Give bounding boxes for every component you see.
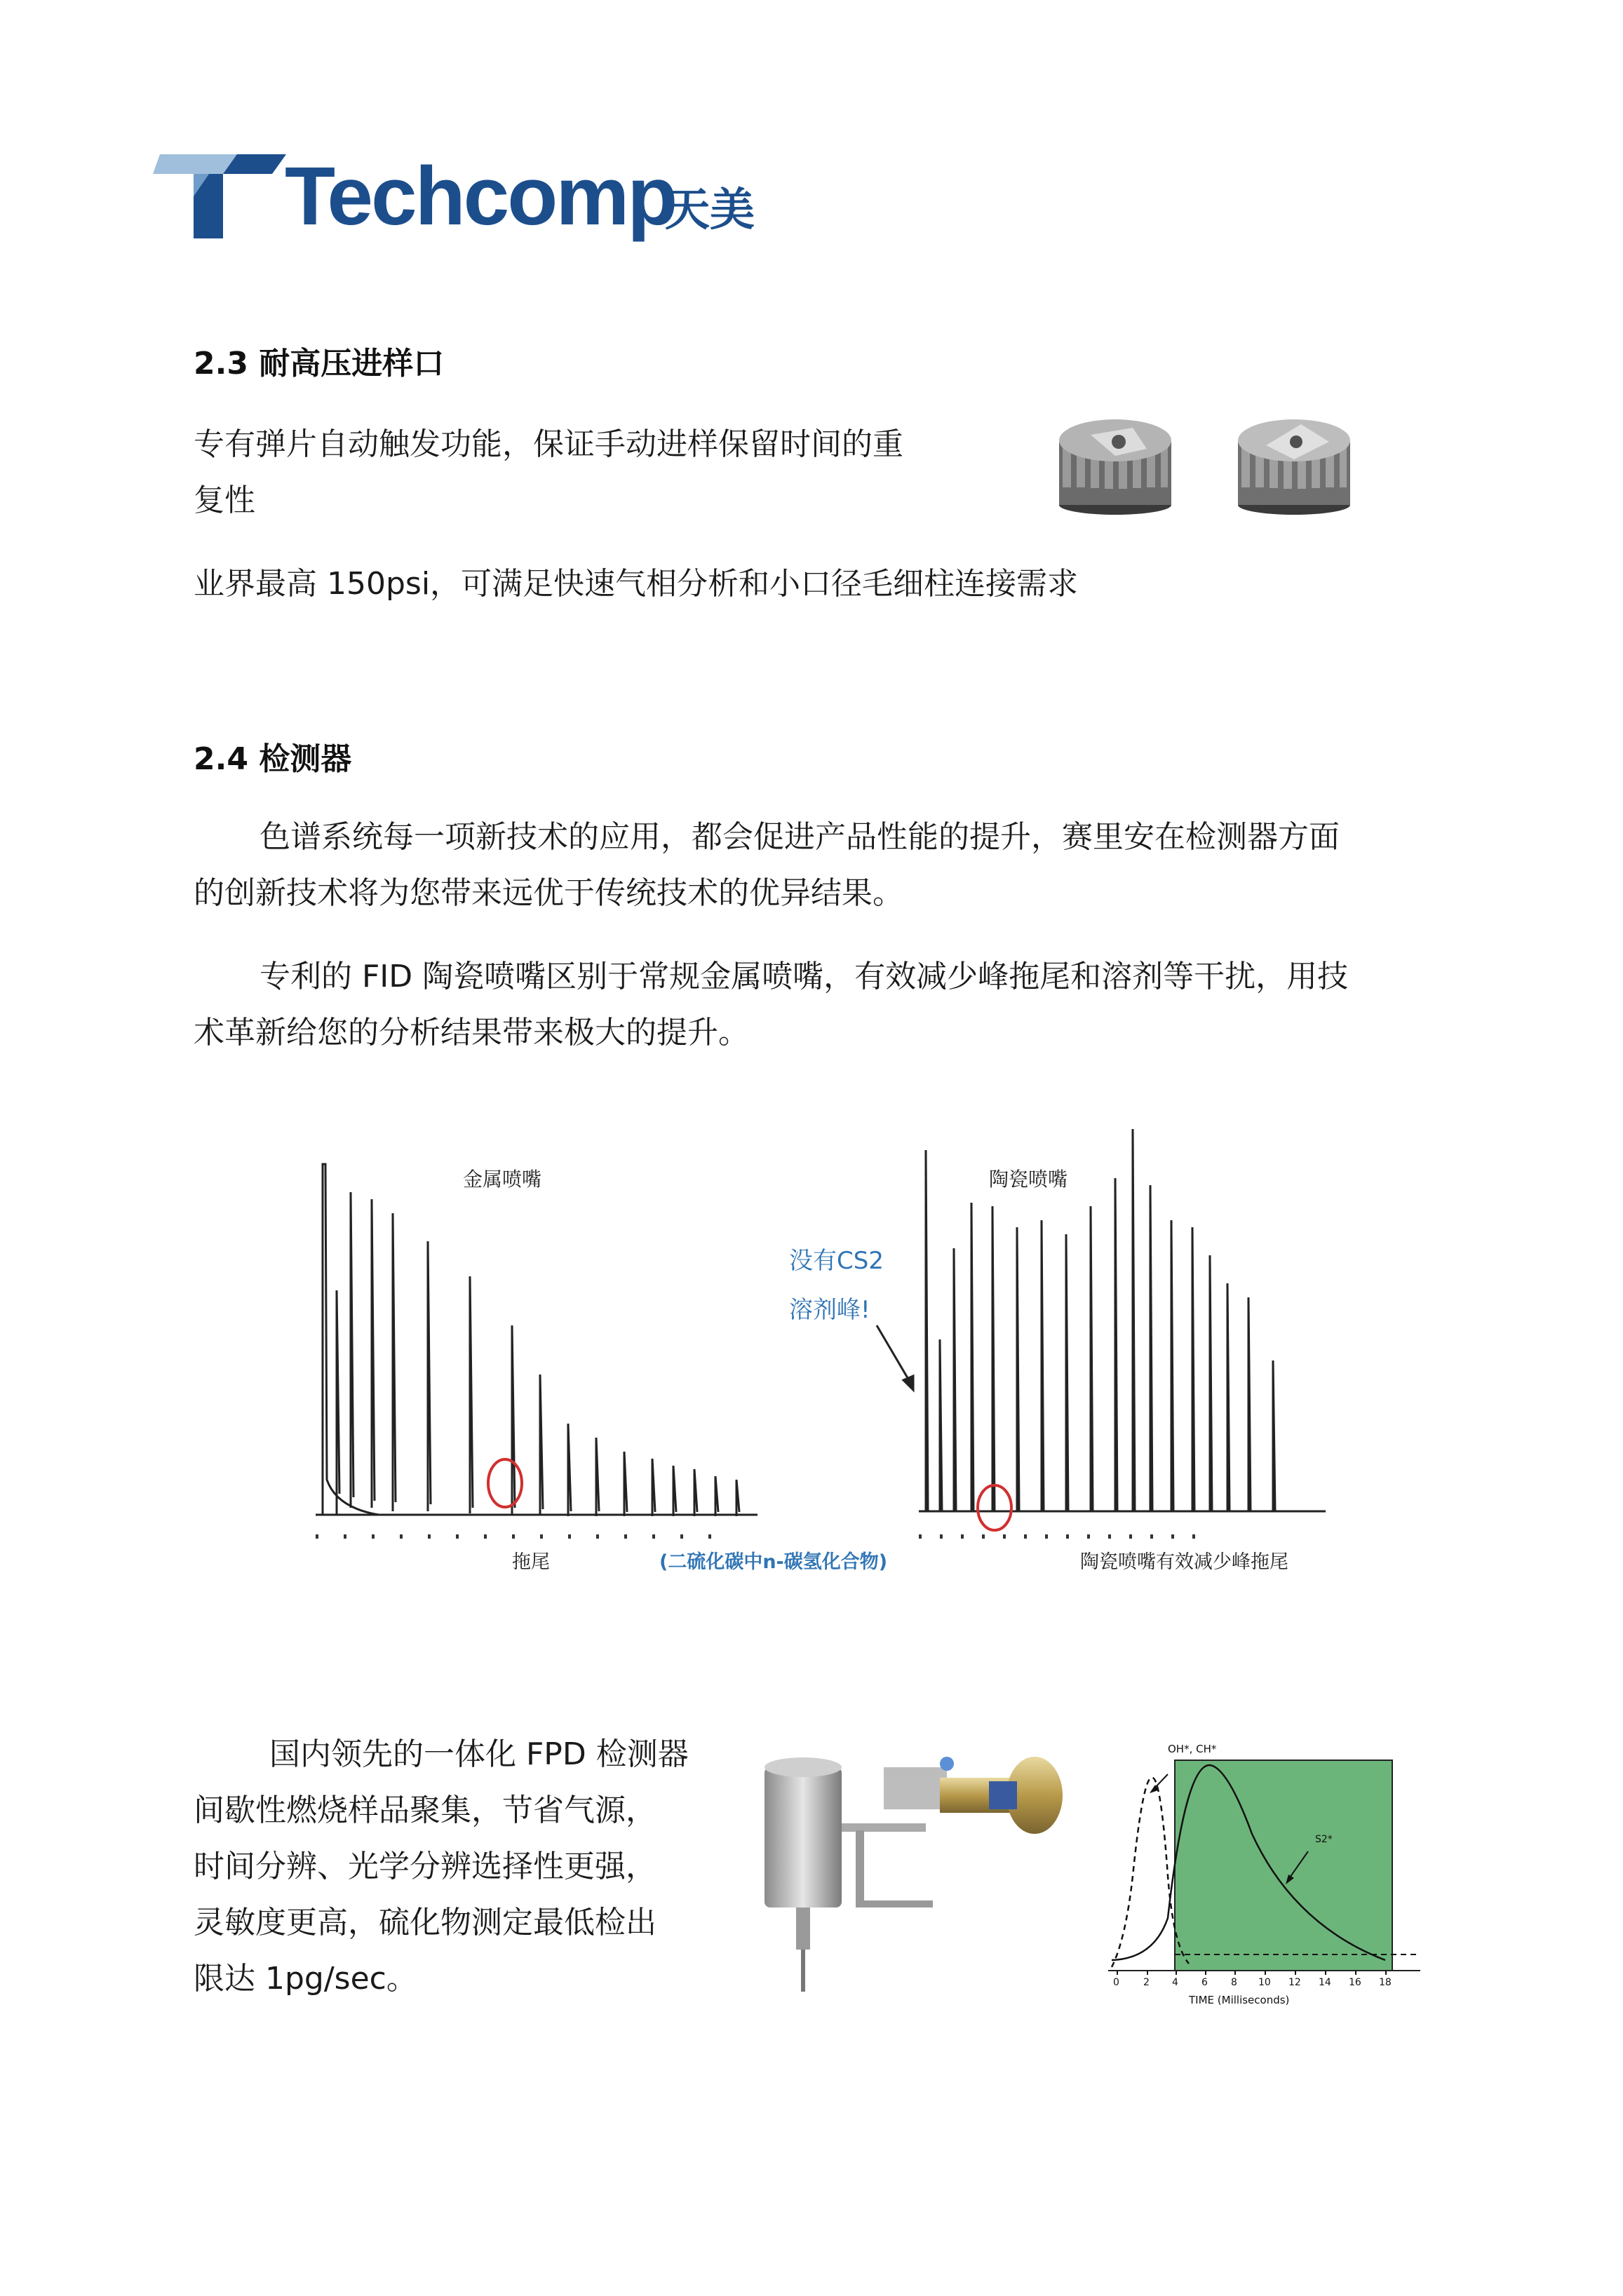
- section-2-4-para2-line1: 专利的 FID 陶瓷喷嘴区别于常规金属喷嘴，有效减少峰拖尾和溶剂等干扰，用技: [260, 959, 1349, 994]
- section-2-3-heading: 2.3 耐高压进样口: [194, 346, 445, 381]
- tick-14: 14: [1319, 1977, 1331, 1988]
- callout-line2: 溶剂峰!: [789, 1296, 870, 1324]
- section-2-4-para2-line2: 术革新给您的分析结果带来极大的提升。: [194, 1015, 749, 1051]
- section-2-4-para1-line2: 的创新技术将为您带来远优于传统技术的优异结果。: [194, 875, 903, 911]
- techcomp-logo: [153, 147, 784, 245]
- logo-wordmark: Techcomp: [285, 150, 676, 243]
- injector-photo-left: [1049, 400, 1182, 519]
- fpd-label-oh: OH*, CH*: [1168, 1743, 1217, 1755]
- injector-photo-right: [1227, 400, 1361, 519]
- right-caption: 陶瓷喷嘴有效减少峰拖尾: [1080, 1551, 1288, 1573]
- right-chart-title: 陶瓷喷嘴: [989, 1168, 1068, 1191]
- fid-comparison-figure: [295, 1115, 1347, 1592]
- tailing-circle-icon: [488, 1459, 522, 1507]
- left-caption: 拖尾: [512, 1551, 550, 1573]
- center-caption: (二硫化碳中n-碳氢化合物): [659, 1551, 888, 1573]
- tick-0: 0: [1113, 1977, 1119, 1988]
- tick-16: 16: [1349, 1977, 1361, 1988]
- tick-4: 4: [1172, 1977, 1178, 1988]
- tick-2: 2: [1143, 1977, 1150, 1988]
- fpd-line5: 限达 1pg/sec。: [194, 1961, 417, 1997]
- tick-6: 6: [1201, 1977, 1208, 1988]
- fpd-xlabel: TIME (Milliseconds): [1189, 1994, 1290, 2006]
- fpd-time-chart: [1091, 1736, 1441, 2016]
- fpd-line2: 间歇性燃烧样品聚集，节省气源，: [194, 1792, 656, 1828]
- section-2-3-para2: 业界最高 150psi，可满足快速气相分析和小口径毛细柱连接需求: [194, 566, 1079, 602]
- tick-18: 18: [1379, 1977, 1392, 1988]
- tick-10: 10: [1258, 1977, 1271, 1988]
- tick-8: 8: [1231, 1977, 1237, 1988]
- metal-nozzle-chromatogram: [316, 1164, 757, 1516]
- fpd-line1: 国内领先的一体化 FPD 检测器: [269, 1736, 689, 1772]
- fpd-label-s2: S2*: [1315, 1834, 1333, 1845]
- callout-arrow-icon: [877, 1325, 913, 1390]
- fpd-line4: 灵敏度更高，硫化物测定最低检出: [194, 1905, 656, 1940]
- fpd-line3: 时间分辨、光学分辨选择性更强，: [194, 1849, 656, 1884]
- fpd-green-window: [1175, 1760, 1392, 1971]
- fpd-detector-photo: [757, 1739, 1066, 1999]
- section-2-3-para1-line1: 专有弹片自动触发功能，保证手动进样保留时间的重: [194, 426, 903, 462]
- callout-line1: 没有CS2: [789, 1247, 884, 1275]
- tick-12: 12: [1288, 1977, 1301, 1988]
- logo-mark-icon: [153, 147, 286, 238]
- left-chart-title: 金属喷嘴: [463, 1168, 542, 1191]
- ceramic-nozzle-chromatogram: [919, 1129, 1326, 1511]
- section-2-3-para1-line2: 复性: [194, 482, 255, 518]
- section-2-4-heading: 2.4 检测器: [194, 741, 352, 777]
- logo-chinese: 天美: [665, 184, 755, 236]
- section-2-4-para1-line1: 色谱系统每一项新技术的应用，都会促进产品性能的提升，赛里安在检测器方面: [260, 819, 1340, 855]
